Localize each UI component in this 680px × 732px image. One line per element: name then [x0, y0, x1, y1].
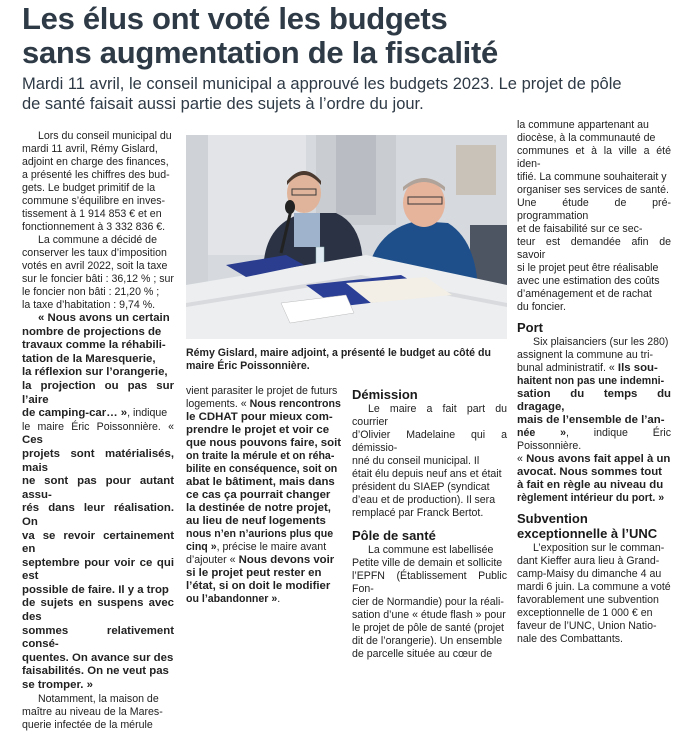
- column-4: [517, 119, 671, 646]
- paragraph-subvention: L’exposition sur le comman- dant Kieffer aura lieu à Grand- camp-Maisy du dimanche 4 au mardi 6 juin. La commune a voté favorablement une subvention exceptionnelle de 1 000 € en faveur de l’UNC, Union Natio- nale des Combattants.: [517, 542, 671, 645]
- photo-caption: Rémy Gislard, maire adjoint, a présenté le budget au côté du maire Éric Poissonnière.: [186, 347, 491, 372]
- column-3: [352, 385, 507, 661]
- headline-line-1: Les élus ont voté les budgets: [22, 1, 448, 36]
- column-2: [186, 385, 344, 606]
- article-headline: [22, 2, 672, 70]
- subhead-pole-sante: Pôle de santé: [352, 528, 436, 543]
- paragraph-port: Six plaisanciers (sur les 280) assignent la commune au tri- bunal administratif. « Ils sou- haitent non pas une indemni- sation du temps du dragage, mais de l’ensemble de l’an- née », indique Éric Poissonnière. « Nous avons fait appel à un avocat. Nous sommes tout à fait en règle au niveau du règlement intérieur du port. »: [517, 336, 671, 504]
- subhead-port: Port: [517, 320, 543, 335]
- paragraph-quote: « Nous avons un certain nombre de projections de travaux comme la réhabili- tation de la Maresquerie, la réflexion sur l’orangerie, la projection ou pas sur l’aire de camping-car… », indique le maire Éric Poissonnière. « Ces projets sont matérialisés, mais ne sont pas pour autant assu- rés dans leur réalisation. On va se revoir certainement en septembre pour voir ce qui est possible de faire. Il y a trop de sujets en suspens avec des sommes relativement consé- quentes. On avance sur des faisabilités. On ne veut pas se tromper. »: [22, 312, 174, 692]
- subhead-subvention: Subvention exceptionnelle à l’UNC: [517, 511, 658, 541]
- paragraph-pole-sante: La commune est labellisée Petite ville de demain et sollicite l’EPFN (Établissement Public Fon- cier de Normandie) pour la réali- sation d’une « étude flash » pour le projet de pôle de santé (projet dit de l’orangerie). Un ensemble de parcelle située au cœur de: [352, 544, 507, 660]
- photo-illustration: [186, 135, 507, 339]
- article-photo: [186, 135, 507, 339]
- headline-line-2: sans augmentation de la fiscalité: [22, 35, 498, 70]
- deck-line-1: Mardi 11 avril, le conseil municipal a approuvé les budgets 2023. Le projet de pôle: [22, 75, 622, 93]
- article-deck: [22, 74, 672, 114]
- paragraph-intro: Lors du conseil municipal du mardi 11 avril, Rémy Gislard, adjoint en charge des finances, a présenté les chiffres des bud- gets. Le budget primitif de la commune s’équilibre en inves- tissement à 1 914 853 € et en fonctionnement à 3 332 836 €.: [22, 130, 172, 233]
- column-1: [22, 130, 174, 732]
- paragraph-demission: Le maire a fait part du courrier d’Olivier Madelaine qui a démissio- nné du conseil municipal. Il était élu depuis neuf ans et était président du SIAEP (syndicat d’eau et de production). Il sera remplacé par Franck Bertot.: [352, 403, 507, 519]
- paragraph-maresquerie: Notamment, la maison de maître au niveau de la Mares- querie infectée de la mérule: [22, 692, 163, 731]
- paragraph-pole-sante-cont: la commune appartenant au diocèse, à la communauté de communes et à la ville a été iden- tifié. La commune souhaiterait y organiser ses services de santé. Une étude de pré-programmation et de faisabilité sur ce sec- teur est demandée afin de savoir si le projet peut être réalisable avec une estimation des coûts d’aménagement et de rachat du foncier.: [517, 119, 671, 313]
- deck-line-2: de santé faisait aussi partie des sujets à l’ordre du jour.: [22, 95, 424, 113]
- subhead-demission: Démission: [352, 387, 418, 402]
- paragraph-cdhat: vient parasiter le projet de futurs logements. « Nous rencontrons le CDHAT pour mieux com- prendre le projet et voir ce que nous pouvons faire, soit on traite la mérule et on réha- bilite en conséquence, soit on abat le bâtiment, mais dans ce cas ça pourrait changer la destinée de notre projet, au lieu de neuf logements nous n’en n’aurions plus que cinq », précise le maire avant d’ajouter « Nous devons voir si le projet peut rester en l’état, si on doit le modifier ou l’abandonner ».: [186, 385, 342, 605]
- paragraph-taxes: La commune a décidé de conserver les taux d’imposition votés en avril 2022, soit la taxe sur le foncier bâti : 36,12 % ; sur le foncier non bâti : 21,20 % ; la taxe d’habitation : 9,74 %.: [22, 234, 174, 311]
